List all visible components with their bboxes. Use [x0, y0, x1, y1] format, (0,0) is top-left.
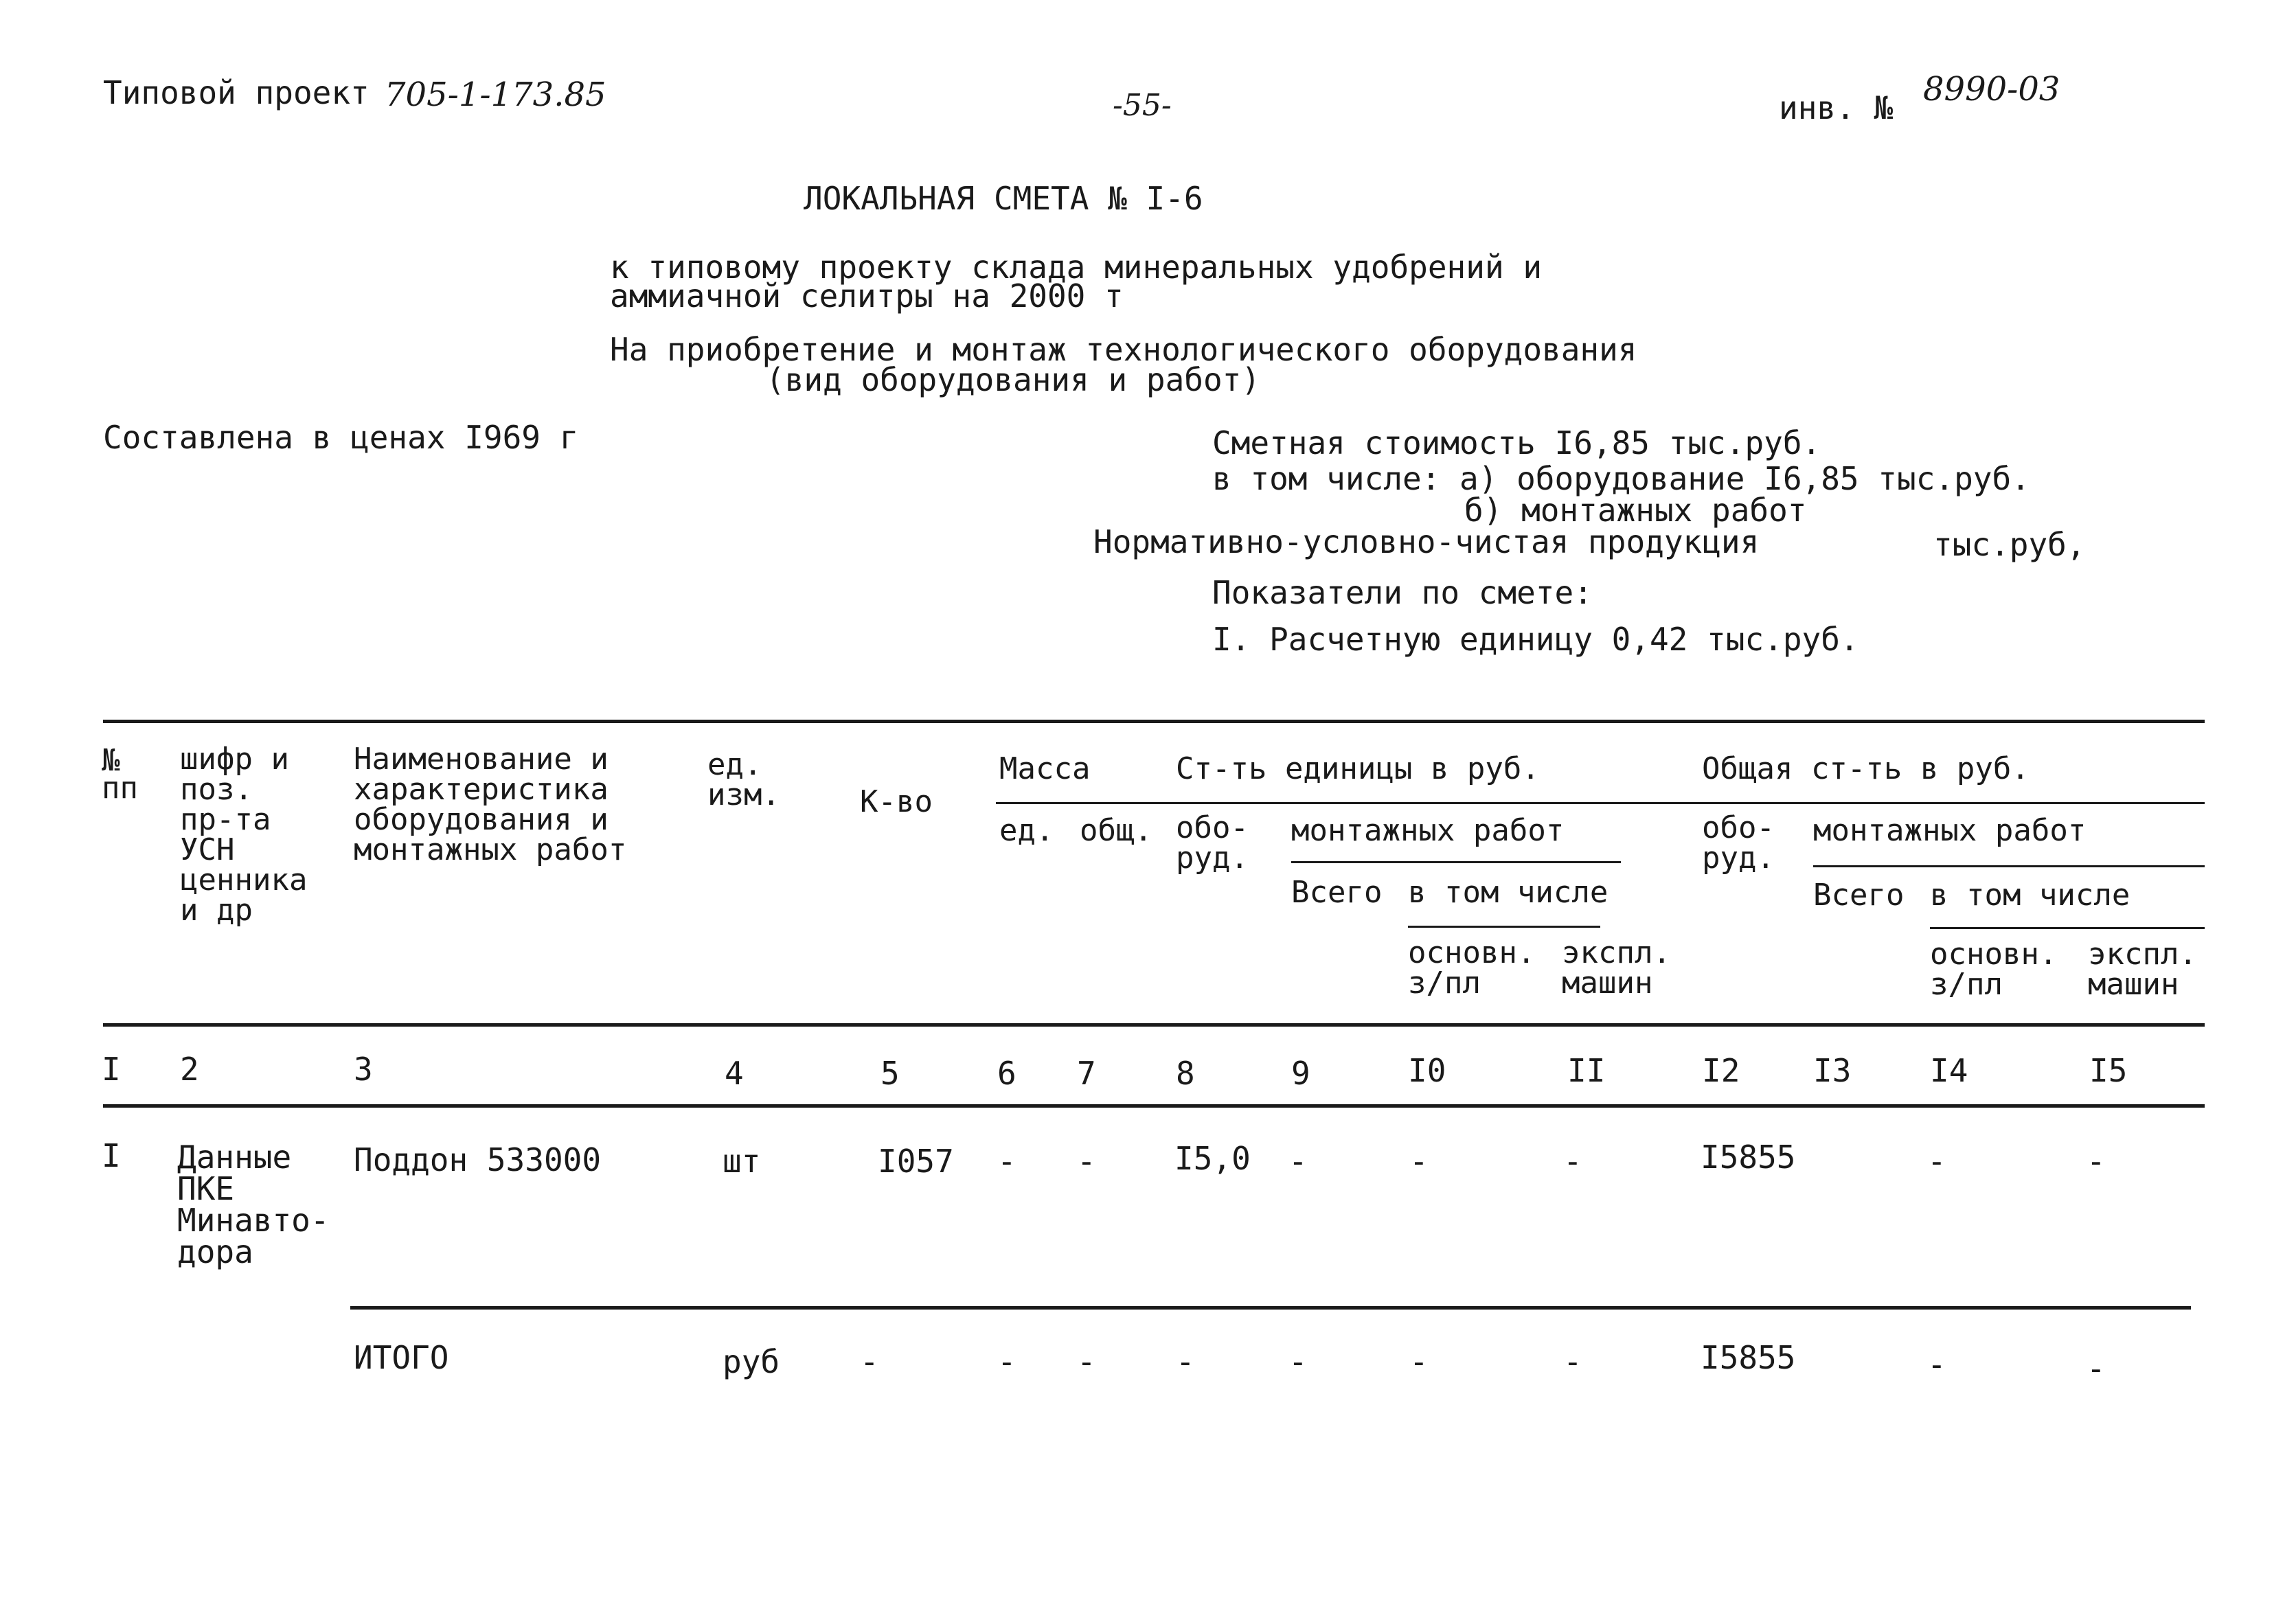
col-head-mass: Масса — [999, 751, 1091, 786]
net-product-unit: тыс.руб, — [1933, 526, 2086, 563]
colnum-11: II — [1567, 1052, 1606, 1089]
col-head-name: Наименование и характеристика оборудования и монтажных работ — [354, 742, 627, 867]
subtitle-line4: (вид оборудования и работ) — [766, 361, 1261, 398]
col-head-mass-unit: ед. — [999, 813, 1054, 848]
head-rule-total-install — [1813, 865, 2205, 867]
project-label: Типовой проект — [103, 74, 370, 111]
net-product-label: Нормативно-условно-чистая продукция — [1093, 523, 1760, 560]
total-total-machines: - — [2087, 1350, 2106, 1387]
col-head-total-equipment: обо- руд. — [1702, 810, 1775, 876]
total-unit: руб — [723, 1343, 780, 1380]
colnum-15: I5 — [2089, 1052, 2128, 1089]
head-bottom-rule — [103, 1023, 2205, 1027]
row-code: Данные ПКЕ Минавто- дора — [177, 1139, 330, 1270]
colnum-6: 6 — [997, 1055, 1016, 1092]
row-unit-basic: - — [1409, 1143, 1429, 1180]
row-total-basic: - — [1927, 1143, 1946, 1180]
colnum-3: 3 — [354, 1051, 373, 1088]
cost-total: Сметная стоимость I6,85 тыс.руб. — [1212, 424, 1821, 461]
col-head-total-all: Всего — [1813, 878, 1905, 913]
col-head-unit-all: Всего — [1291, 875, 1383, 910]
col-head-unit: ед. изм. — [707, 747, 780, 812]
row-name: Поддон 533000 — [354, 1141, 602, 1178]
total-rule — [350, 1306, 2191, 1310]
row-total-machines: - — [2087, 1143, 2106, 1180]
subtitle-line1: к типовому проекту склада минеральных удобрений и — [610, 249, 1543, 286]
col-head-unit-machines: экспл. машин — [1562, 935, 1671, 1001]
subtitle-line3: На приобретение и монтаж технологического оборудования — [610, 331, 1637, 368]
col-head-unit-cost: Ст-ть единицы в руб. — [1176, 751, 1540, 786]
row-unit-all: - — [1288, 1143, 1308, 1180]
total-qty: - — [860, 1343, 879, 1380]
head-rule-total-including — [1930, 927, 2205, 929]
col-head-qty: К-во — [860, 784, 933, 819]
total-label: ИТОГО — [354, 1339, 449, 1376]
row-mass-total: - — [1077, 1143, 1096, 1180]
cost-equipment: в том числе: а) оборудование I6,85 тыс.руб. — [1212, 460, 2030, 497]
row-qty: I057 — [878, 1143, 954, 1180]
cost-installation: б) монтажных работ — [1464, 492, 1807, 529]
total-unit-machines: - — [1563, 1343, 1582, 1380]
row-unit-equipment: I5,0 — [1174, 1140, 1251, 1177]
colnum-2: 2 — [180, 1051, 199, 1088]
col-head-total-cost: Общая ст-ть в руб. — [1702, 751, 2030, 786]
total-total-equipment: I5855 — [1701, 1339, 1796, 1376]
col-head-total-machines: экспл. машин — [2088, 937, 2197, 1002]
head-rule-unit-install — [1291, 861, 1621, 863]
row-total-equipment: I5855 — [1701, 1139, 1796, 1176]
colnum-8: 8 — [1176, 1055, 1195, 1092]
total-total-basic: - — [1927, 1346, 1946, 1383]
colnum-7: 7 — [1077, 1055, 1096, 1092]
total-mass-total: - — [1077, 1343, 1096, 1380]
col-head-total-installation: монтажных работ — [1813, 813, 2087, 848]
indicator-unit-cost: I. Расчетную единицу 0,42 тыс.руб. — [1212, 621, 1859, 658]
col-head-total-including: в том числе — [1930, 878, 2130, 913]
total-mass-unit: - — [997, 1343, 1016, 1380]
colnum-9: 9 — [1291, 1055, 1310, 1092]
colnum-5: 5 — [880, 1055, 900, 1092]
table-top-rule — [103, 720, 2205, 723]
row-unit-machines: - — [1563, 1143, 1582, 1180]
colnum-10: I0 — [1408, 1052, 1446, 1089]
project-number: 705-1-173.85 — [385, 76, 606, 114]
row-mass-unit: - — [997, 1143, 1016, 1180]
subtitle-line2: аммиачной селитры на 2000 т — [610, 277, 1124, 315]
col-head-code: шифр и поз. пр-та УСН ценника и др — [180, 742, 308, 928]
col-head-num: № пп — [102, 743, 138, 806]
colnum-1: I — [102, 1051, 121, 1088]
indicators-label: Показатели по смете: — [1212, 574, 1593, 611]
col-head-unit-including: в том числе — [1408, 875, 1609, 910]
col-head-total-basic: основн. з/пл — [1930, 937, 2058, 1002]
row-num: I — [102, 1137, 121, 1174]
col-head-unit-installation: монтажных работ — [1291, 813, 1565, 848]
col-head-unit-equipment: обо- руд. — [1176, 810, 1249, 876]
colnum-14: I4 — [1930, 1052, 1968, 1089]
row-unit: шт — [723, 1143, 761, 1180]
col-head-unit-basic: основн. з/пл — [1408, 935, 1536, 1001]
prices-note: Составлена в ценах I969 г — [103, 419, 579, 456]
colnum-4: 4 — [725, 1055, 744, 1092]
inv-label: инв. № — [1779, 89, 1894, 126]
head-rule-unit-including — [1408, 926, 1600, 928]
colnum-13: I3 — [1813, 1052, 1852, 1089]
head-rule-mass-cost — [996, 802, 2205, 804]
colnum-12: I2 — [1702, 1052, 1740, 1089]
colnum-rule — [103, 1104, 2205, 1108]
page-number: -55- — [1113, 88, 1172, 123]
total-unit-basic: - — [1409, 1343, 1429, 1380]
total-unit-equipment: - — [1176, 1343, 1195, 1380]
inv-number: 8990-03 — [1923, 70, 2060, 108]
total-unit-all: - — [1288, 1343, 1308, 1380]
col-head-mass-total: общ. — [1080, 813, 1152, 848]
doc-title: ЛОКАЛЬНАЯ СМЕТА № I-6 — [804, 180, 1203, 217]
